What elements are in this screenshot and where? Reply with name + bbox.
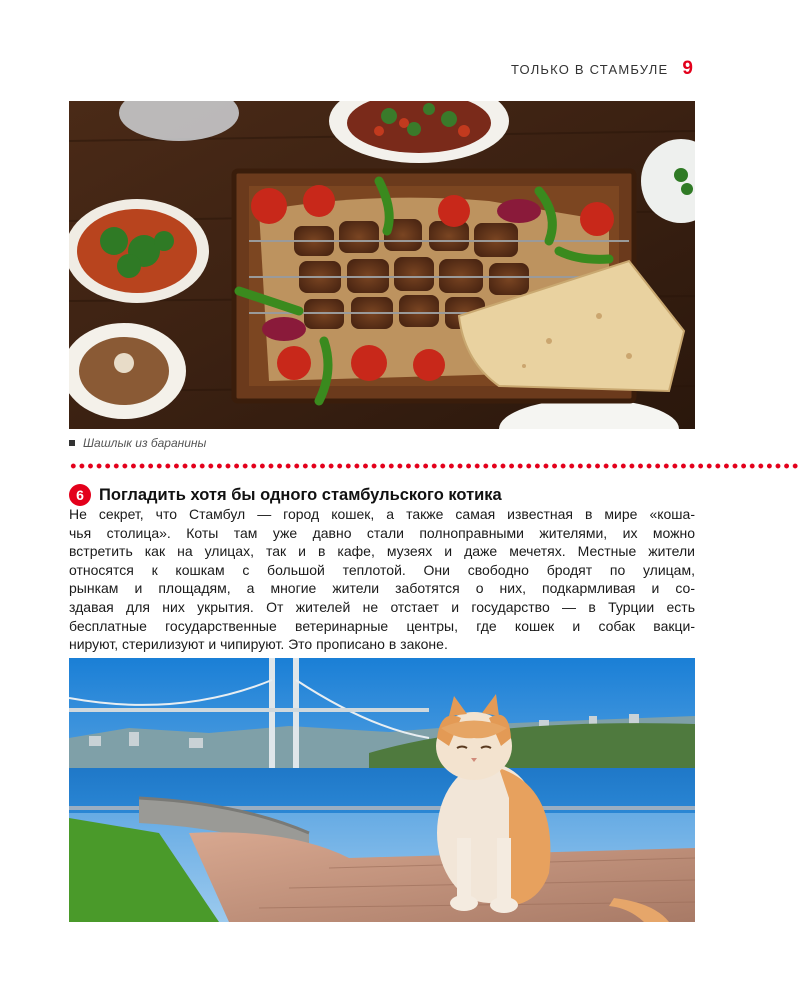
item-body: [69, 505, 695, 654]
body-line: бесплатные государственные ветеринарные центры, где кошек и собак вакци-: [69, 617, 695, 634]
cat-by-bosphorus-photo: [69, 658, 695, 922]
body-line: чья столица». Коты там уже давно стали полноправными жителями, их можно: [69, 524, 695, 541]
item-heading: [69, 484, 502, 506]
dotted-divider: [69, 461, 800, 471]
photo-caption: [69, 436, 206, 450]
body-line: здавая для них укрытия. От жителей не отстает и государство — в Турции есть: [69, 598, 695, 615]
caption-text: Шашлык из баранины: [83, 436, 207, 450]
caption-marker: [69, 440, 75, 446]
kebab-platter-photo: [69, 101, 695, 429]
section-title: ТОЛЬКО В СТАМБУЛЕ: [510, 62, 669, 77]
body-line: встретить как на улицах, так и в кафе, музеях и даже мечетях. Местные жители: [69, 543, 695, 560]
body-line: относятся к кошкам с большой теплотой. Они свободно бродят по улицам,: [69, 561, 695, 578]
running-head: [511, 58, 693, 82]
body-line: Не секрет, что Стамбул — город кошек, а также самая известная в мире «коша-: [69, 506, 695, 522]
body-line: нируют, стерилизуют и чипируют. Это прописано в законе.: [69, 636, 448, 653]
item-title: Погладить хотя бы одного стамбульского котика: [99, 485, 502, 504]
item-number-badge: 6: [69, 484, 91, 506]
body-line: рынкам и площадям, а многие жители заботятся о них, подкармливая и со-: [69, 580, 695, 597]
page-number: 9: [682, 58, 693, 79]
